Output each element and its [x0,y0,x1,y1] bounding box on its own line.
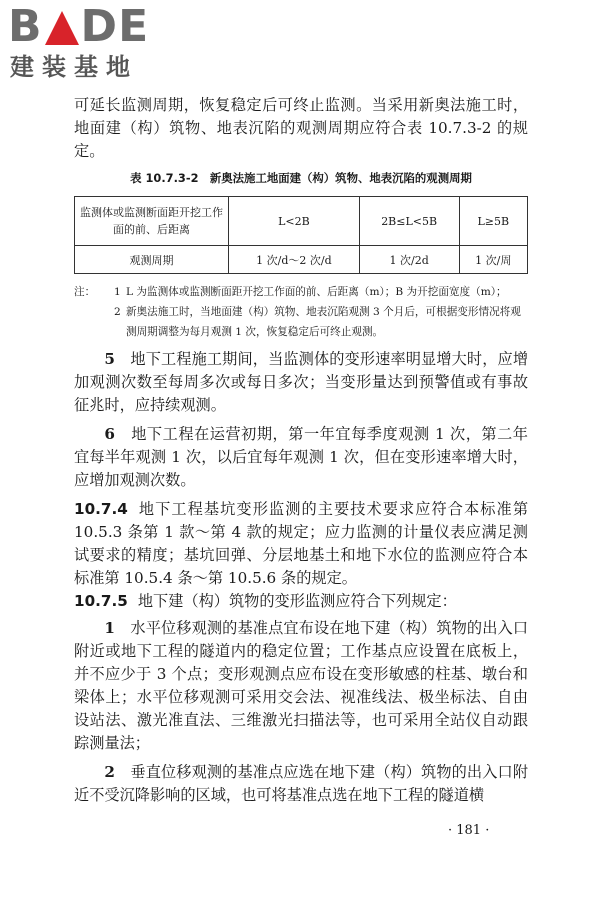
clause-number: 10.7.5 [74,592,128,610]
item-text: 垂直位移观测的基准点应选在地下建（构）筑物的出入口附近不受沉降影响的区域，也可将基准点选在地下工程的隧道横 [74,763,529,804]
table-header-col-2: 2B≤L<5B [359,197,459,246]
list-item [74,423,528,492]
table-notes [74,282,528,342]
note-tag: 注： [74,286,96,298]
clause-10-7-5 [74,590,528,613]
list-item [74,617,528,755]
item-text: 地下工程在运营初期，第一年宜每季度观测 1 次，第二年宜每半年观测 1 次，以后宜每年观测 1 次，但在变形速率增大时，应增加观测次数。 [74,425,528,489]
table-header-distance: 监测体或监测断面距开挖工作面的前、后距离 [75,197,229,246]
table-cell-3: 1 次/周 [459,246,528,274]
table-title: 表 10.7.3-2 新奥法施工地面建（构）筑物、地表沉陷的观测周期 [130,171,472,185]
table-note [74,282,528,302]
list-item [74,761,528,807]
item-text: 地下工程施工期间，当监测体的变形速率明显增大时，应增加观测次数至每周多次或每日多次；当变形量达到预警值或有事故征兆时，应持续观测。 [74,350,529,414]
item-number: 2 [104,763,115,781]
table-note [74,302,528,342]
item-number: 5 [104,350,115,368]
table-row [75,246,528,274]
clause-number: 10.7.4 [74,500,128,518]
bade-logo [8,2,178,82]
item-text: 水平位移观测的基准点宜布设在地下建（构）筑物的出入口附近或地下工程的隧道内的稳定位置；工作基点应设置在底板上，并不应少于 3 个点；变形观测点应布设在变形敏感的柱基、墩台和梁体上；水平位移观测可采用交会法、视准线法、极坐标法、自由设站法、激光准直法、三维激光扫描法等，也可采用全站仪自动跟踪测量法； [74,619,529,752]
table-header-row [75,197,528,246]
table-cell-2: 1 次/2d [359,246,459,274]
table-cell-1: 1 次/d～2 次/d [229,246,360,274]
note-text: 新奥法施工时，当地面建（构）筑物、地表沉陷观测 3 个月后，可根据变形情况将观测周期调整为每月观测 1 次，恢复稳定后可终止观测。 [126,306,521,338]
table-cell-label: 观测周期 [75,246,229,274]
note-text: L 为监测体或监测断面距开挖工作面的前、后距离（m）；B 为开挖面宽度（m）； [126,286,507,298]
observation-period-table [74,196,528,274]
logo-wordmark [8,2,178,52]
page-number: · 181 · [448,823,490,838]
table-header-col-1: L<2B [229,197,360,246]
note-number: 2 [114,306,121,318]
logo-triangle-a-icon [45,11,79,45]
clause-text: 地下建（构）筑物的变形监测应符合下列规定： [137,592,457,610]
table-header-col-3: L≥5B [459,197,528,246]
note-number: 1 [114,286,121,298]
logo-letters-de: DE [80,1,150,52]
logo-chinese-text: 建装基地 [10,53,138,81]
intro-paragraph: 可延长监测周期，恢复稳定后可终止监测。当采用新奥法施工时，地面建（构）筑物、地表沉陷的观测周期应符合表 10.7.3-2 的规定。 [74,96,528,160]
logo-letter-b: B [8,1,43,52]
page-body [74,94,528,807]
clause-10-7-4 [74,498,528,590]
list-item [74,348,528,417]
item-number: 6 [104,425,115,443]
item-number: 1 [104,619,115,637]
clause-text: 地下工程基坑变形监测的主要技术要求应符合本标准第 10.5.3 条第 1 款～第 4 款的规定；应力监测的计量仪表应满足测试要求的精度；基坑回弹、分层地基土和地下水位的监测应符合本标准第 10.5.4 条～第 10.5.6 条的规定。 [74,500,528,587]
